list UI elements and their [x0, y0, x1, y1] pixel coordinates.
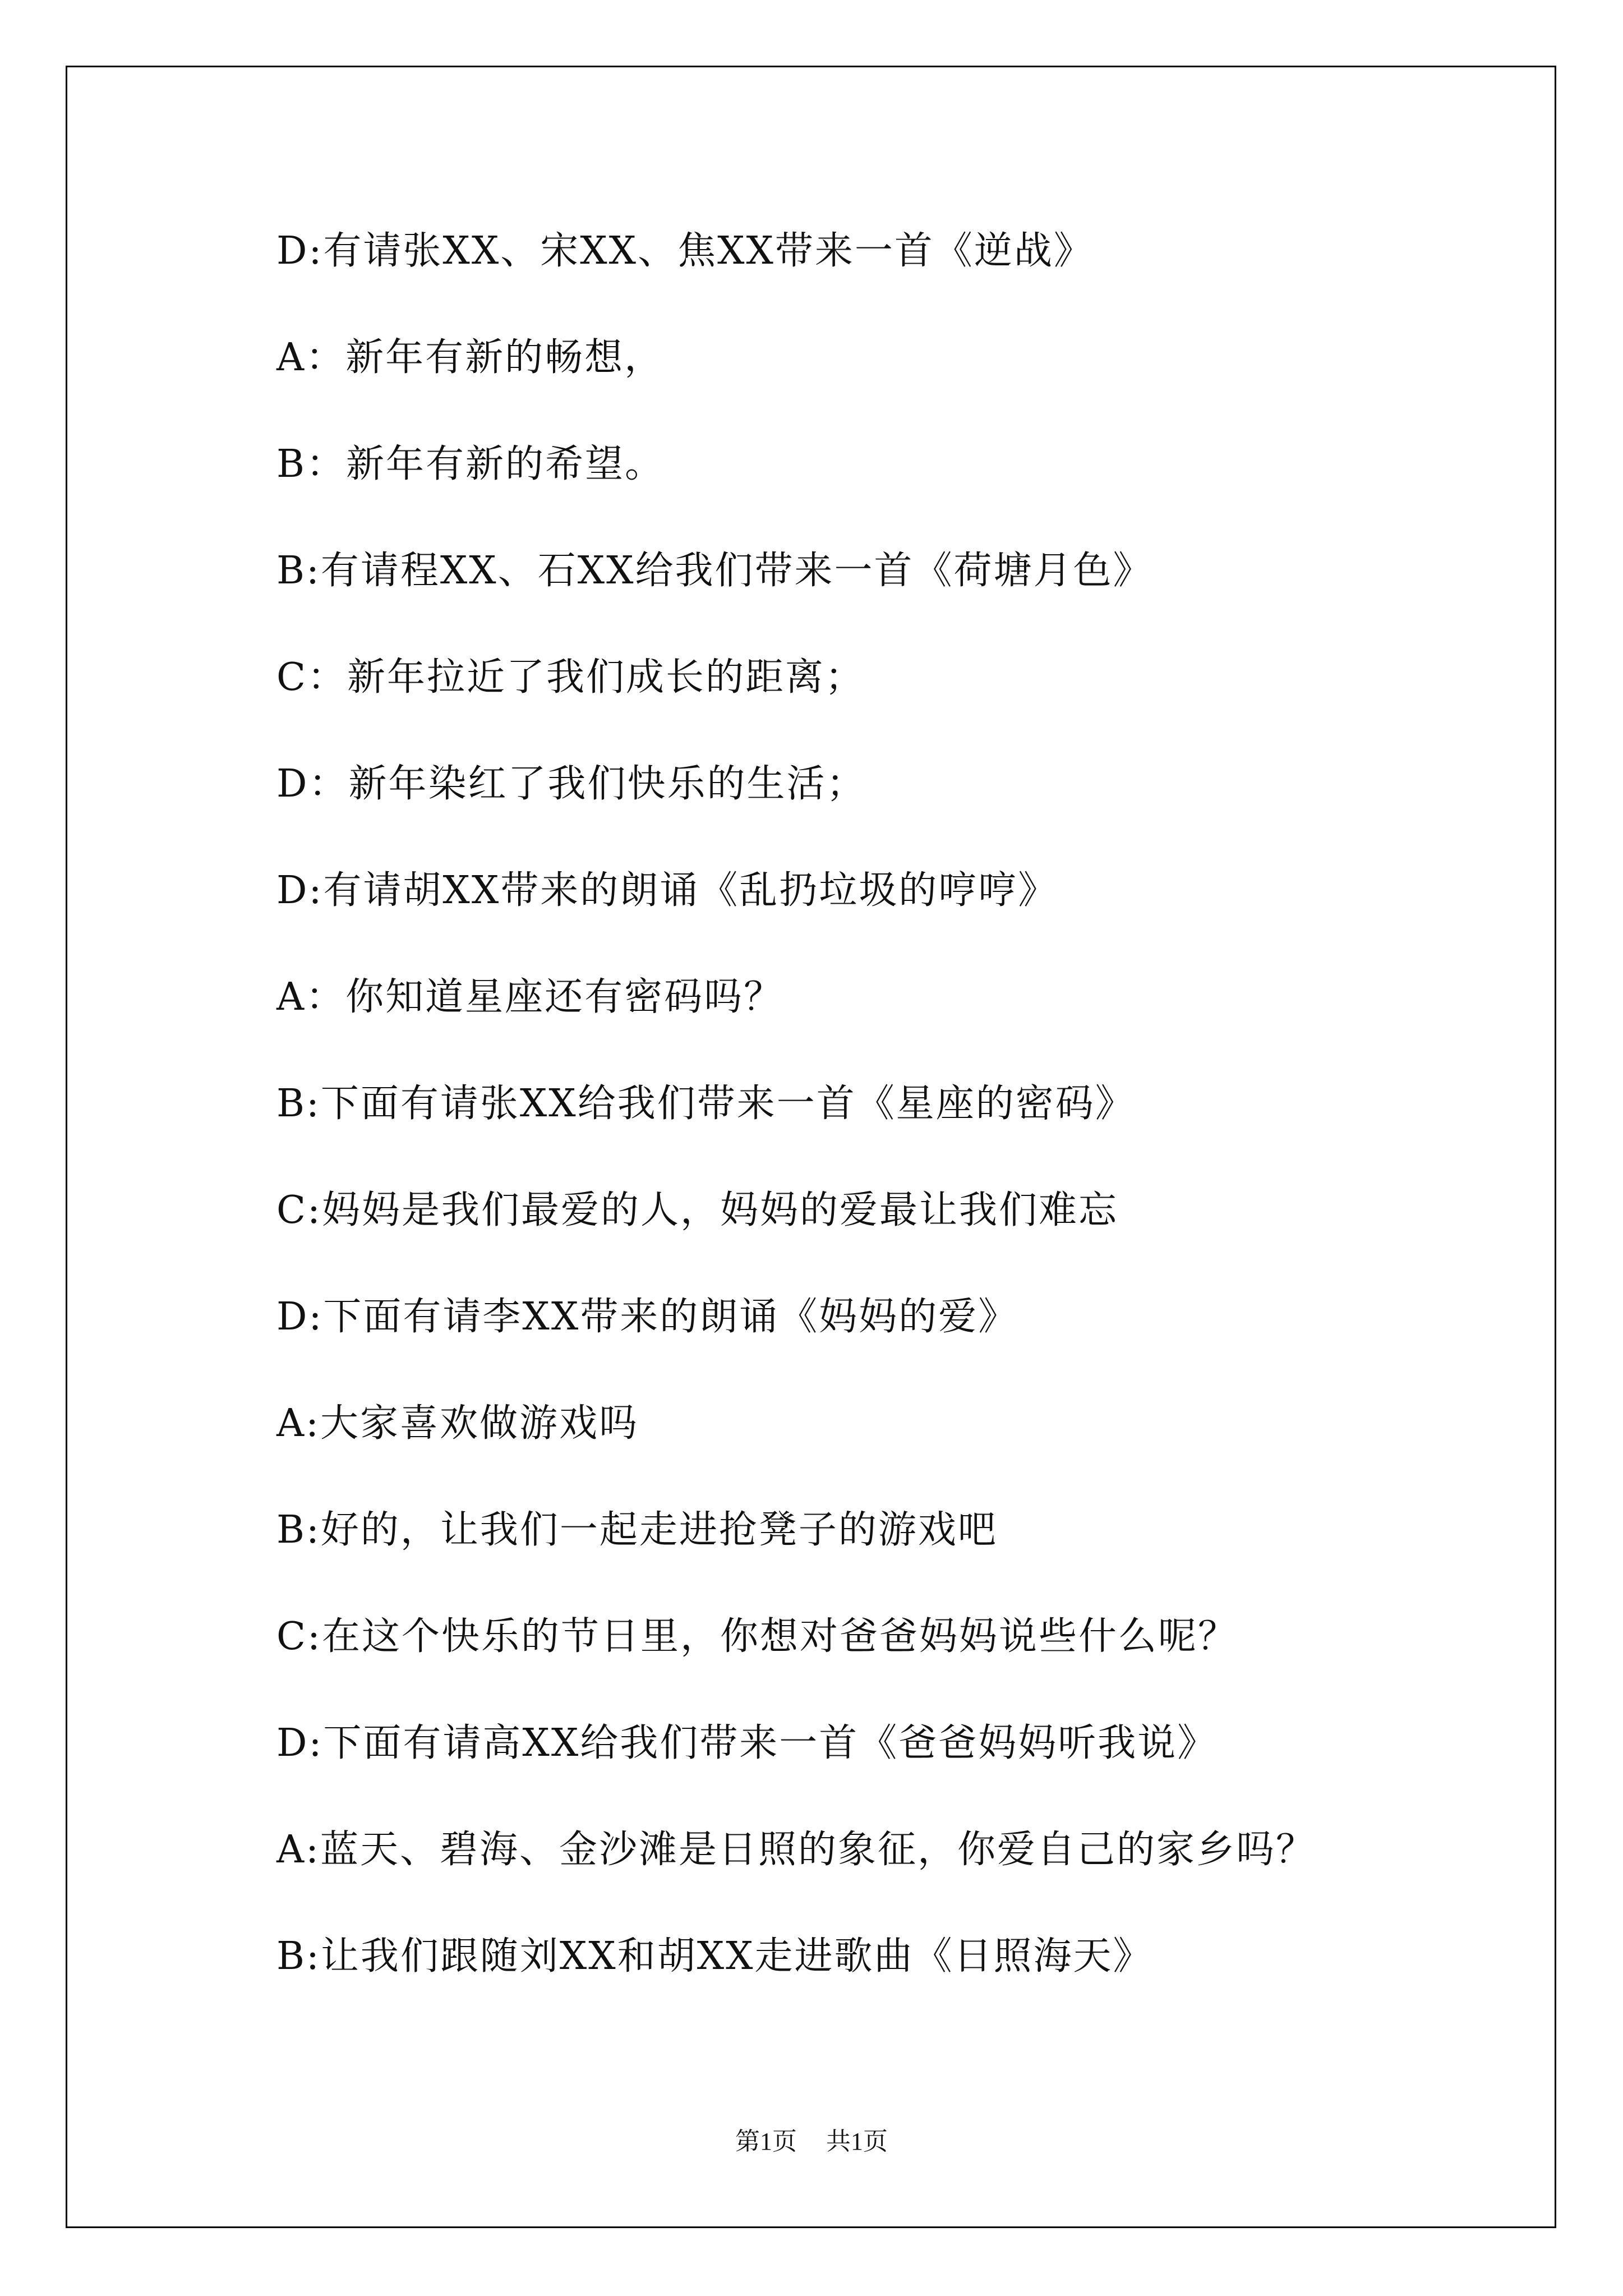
script-line: D:有请胡XX带来的朗诵《乱扔垃圾的哼哼》 — [276, 868, 1058, 913]
script-line: D：新年染红了我们快乐的生活； — [276, 762, 866, 806]
script-line: C：新年拉近了我们成长的距离； — [276, 655, 865, 700]
page-total: 共1页 — [826, 2128, 888, 2155]
script-line: B:好的，让我们一起走进抢凳子的游戏吧 — [276, 1508, 998, 1552]
script-text — [276, 223, 1510, 2035]
script-line: A:蓝天、碧海、金沙滩是日照的象征，你爱自己的家乡吗？ — [276, 1828, 1316, 1872]
script-line: D:下面有请李XX带来的朗诵《妈妈的爱》 — [276, 1295, 1018, 1339]
script-line: A:大家喜欢做游戏吗 — [276, 1401, 639, 1446]
script-line: B：新年有新的希望。 — [276, 442, 665, 486]
script-line: C:妈妈是我们最爱的人，妈妈的爱最让我们难忘 — [276, 1188, 1118, 1232]
script-line: B:下面有请张XX给我们带来一首《星座的密码》 — [276, 1082, 1135, 1126]
script-line: B:让我们跟随刘XX和胡XX走进歌曲《日照海天》 — [276, 1934, 1153, 1978]
script-line: A：你知道星座还有密码吗？ — [276, 975, 784, 1019]
script-line: C:在这个快乐的节日里，你想对爸爸妈妈说些什么呢？ — [276, 1614, 1238, 1659]
page-footer — [0, 2125, 1623, 2159]
script-line: D:下面有请高XX给我们带来一首《爸爸妈妈听我说》 — [276, 1721, 1218, 1765]
script-line: D:有请张XX、宋XX、焦XX带来一首《逆战》 — [276, 229, 1094, 273]
script-line: A：新年有新的畅想， — [276, 335, 665, 380]
script-line: B:有请程XX、石XX给我们带来一首《荷塘月色》 — [276, 549, 1153, 593]
page-number: 第1页 — [735, 2128, 797, 2155]
